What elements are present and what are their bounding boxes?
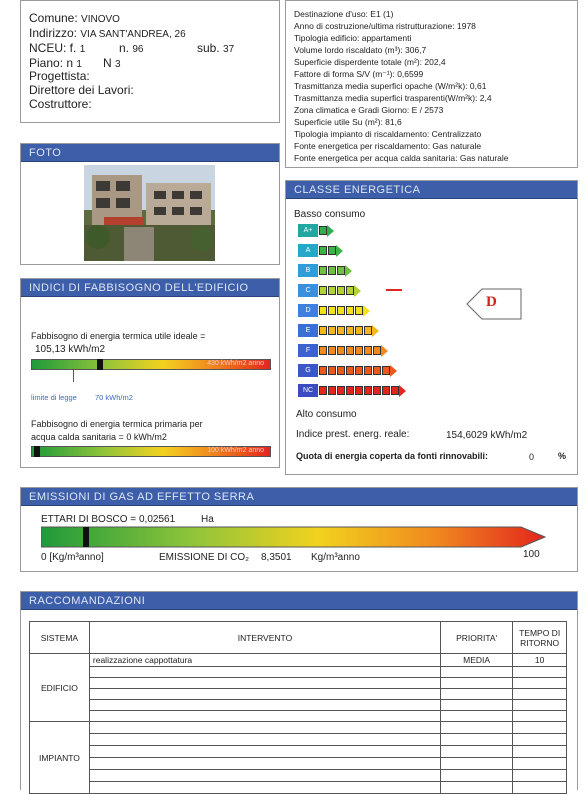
fab1-label: Fabbisogno di energia termica utile ideale = bbox=[31, 331, 206, 341]
table-row bbox=[30, 667, 567, 678]
direttore-label: Direttore dei Lavori: bbox=[29, 83, 134, 97]
emissioni-panel bbox=[20, 487, 578, 572]
table-row bbox=[30, 711, 567, 722]
emission-value: 8,3501 bbox=[261, 552, 292, 563]
limite-value: 70 kWh/m2 bbox=[95, 393, 133, 402]
spec-item: Tipologia edificio: appartamenti bbox=[294, 33, 412, 43]
ettari-label: ETTARI DI BOSCO = bbox=[41, 514, 137, 525]
spec-item: Destinazione d'uso: E1 (1) bbox=[294, 9, 394, 19]
class-tag: A+ bbox=[298, 224, 318, 237]
indice-value: 154,6029 kWh/m2 bbox=[446, 430, 528, 441]
spec-item: Fonte energetica per riscaldamento: Gas naturale bbox=[294, 141, 482, 151]
emission-axis-min: 0 [Kg/m³anno] bbox=[41, 552, 104, 563]
class-tag: E bbox=[298, 324, 318, 337]
raccomandazioni-header: RACCOMANDAZIONI bbox=[21, 592, 577, 610]
class-tag: A bbox=[298, 244, 318, 257]
classe-header: CLASSE ENERGETICA bbox=[286, 181, 577, 199]
indirizzo-row: Indirizzo: VIA SANT'ANDREA, 26 bbox=[29, 26, 186, 40]
indice-label: Indice prest. energ. reale: bbox=[296, 429, 410, 440]
progettista-label: Progettista: bbox=[29, 69, 90, 83]
spec-item: Anno di costruzione/ultima ristrutturazione: 1978 bbox=[294, 21, 476, 31]
class-row-a-plus bbox=[298, 224, 334, 237]
building-photo bbox=[84, 165, 215, 261]
fab2-line2: acqua calda sanitaria = 0 kWh/m2 bbox=[31, 432, 167, 442]
quota-value: 0 bbox=[529, 452, 535, 462]
class-row-b bbox=[298, 264, 352, 277]
fab2-marker bbox=[34, 446, 40, 457]
fab1-bar bbox=[31, 359, 271, 370]
class-tag: D bbox=[298, 304, 318, 317]
alto-label: Alto consumo bbox=[296, 409, 357, 420]
class-row-a bbox=[298, 244, 343, 257]
fab1-marker bbox=[97, 359, 103, 370]
fab2-bar bbox=[31, 446, 271, 457]
limite-marker bbox=[73, 370, 74, 382]
table-row bbox=[30, 734, 567, 746]
class-row-c bbox=[298, 284, 361, 297]
priorita-cell: MEDIA bbox=[441, 654, 513, 667]
table-row bbox=[30, 654, 567, 667]
comune-row: Comune: VINOVO bbox=[29, 11, 120, 25]
fab1-value: 105,13 kWh/m2 bbox=[35, 344, 106, 355]
spec-item: Superficie utile Su (m²): 81,6 bbox=[294, 117, 402, 127]
quota-label: Quota di energia coperta da fonti rinnovabili: bbox=[296, 451, 489, 461]
nceu-row: NCEU: f. 1 bbox=[29, 41, 86, 55]
col-priorita: PRIORITA' bbox=[441, 622, 513, 654]
quota-unit: % bbox=[558, 451, 567, 461]
tempo-cell: 10 bbox=[513, 654, 567, 667]
class-c-tick bbox=[386, 289, 402, 291]
spec-item: Fonte energetica per acqua calda sanitaria: Gas naturale bbox=[294, 153, 509, 163]
fab1-bar-label: 430 kWh/m2 anno bbox=[207, 360, 264, 367]
table-row bbox=[30, 782, 567, 794]
class-tag: C bbox=[298, 284, 318, 297]
class-tag: G bbox=[298, 364, 318, 377]
intervento-cell: realizzazione cappottatura bbox=[89, 654, 440, 667]
table-row bbox=[30, 700, 567, 711]
class-row-e bbox=[298, 324, 379, 337]
spec-item: Volume lordo riscaldato (m³): 306,7 bbox=[294, 45, 427, 55]
limite-label: limite di legge bbox=[31, 393, 77, 402]
spec-item: Fattore di forma S/V (m⁻¹): 0,6599 bbox=[294, 69, 424, 79]
ettari-unit: Ha bbox=[201, 514, 214, 525]
emission-label: EMISSIONE DI CO₂ bbox=[159, 552, 250, 563]
col-intervento: INTERVENTO bbox=[89, 622, 440, 654]
raccomandazioni-panel bbox=[20, 591, 578, 790]
recommendations-table bbox=[29, 621, 567, 794]
current-class-letter: D bbox=[486, 294, 497, 310]
col-sistema: SISTEMA bbox=[30, 622, 90, 654]
sys-impianto: IMPIANTO bbox=[30, 722, 90, 794]
ettari-value: 0,02561 bbox=[139, 514, 176, 525]
spec-item: Trasmittanza media superfici opache (W/m²k): 0,61 bbox=[294, 81, 487, 91]
class-tag: B bbox=[298, 264, 318, 277]
table-row bbox=[30, 678, 567, 689]
emission-unit: Kg/m³anno bbox=[311, 552, 360, 563]
col-tempo: TEMPO DI RITORNO bbox=[513, 622, 567, 654]
foto-panel bbox=[20, 143, 280, 265]
emission-axis-max: 100 bbox=[523, 549, 540, 560]
spec-item: Superficie disperdente totale (m²): 202,4 bbox=[294, 57, 446, 67]
classe-panel bbox=[285, 180, 578, 475]
building-info-panel bbox=[20, 0, 280, 123]
class-row-g bbox=[298, 364, 397, 377]
spec-item: Trasmittanza media superfici trasparenti(W/m²k): 2,4 bbox=[294, 93, 492, 103]
basso-label: Basso consumo bbox=[294, 209, 366, 220]
class-row-d bbox=[298, 304, 370, 317]
piano-row: Piano: n 1 bbox=[29, 56, 82, 70]
specs-list bbox=[294, 8, 509, 164]
spec-item: Zona climatica e Gradi Giorno: E / 2573 bbox=[294, 105, 444, 115]
emissioni-header: EMISSIONI DI GAS AD EFFETTO SERRA bbox=[21, 488, 577, 506]
table-row bbox=[30, 758, 567, 770]
table-row bbox=[30, 770, 567, 782]
class-tag: NC bbox=[298, 384, 318, 397]
table-row bbox=[30, 689, 567, 700]
current-class-indicator bbox=[466, 288, 522, 320]
emission-arrow-bar bbox=[41, 526, 546, 548]
sub-row: sub. 37 bbox=[197, 41, 235, 55]
spec-item: Tipologia impianto di riscaldamento: Centralizzato bbox=[294, 129, 482, 139]
fab2-line1: Fabbisogno di energia termica primaria per bbox=[31, 419, 203, 429]
class-row-f bbox=[298, 344, 388, 357]
n-row: n. 96 bbox=[119, 41, 144, 55]
fab2-bar-label: 100 kWh/m2 anno bbox=[207, 447, 264, 454]
table-row bbox=[30, 746, 567, 758]
costruttore-label: Costruttore: bbox=[29, 97, 92, 111]
sys-edificio: EDIFICIO bbox=[30, 654, 90, 722]
table-row bbox=[30, 722, 567, 734]
indici-header: INDICI DI FABBISOGNO DELL'EDIFICIO bbox=[21, 279, 279, 297]
foto-header: FOTO bbox=[21, 144, 279, 162]
class-tag: F bbox=[298, 344, 318, 357]
n3-row: N 3 bbox=[103, 56, 121, 70]
building-specs-panel bbox=[285, 0, 578, 168]
indici-panel bbox=[20, 278, 280, 468]
class-row-nc bbox=[298, 384, 406, 397]
